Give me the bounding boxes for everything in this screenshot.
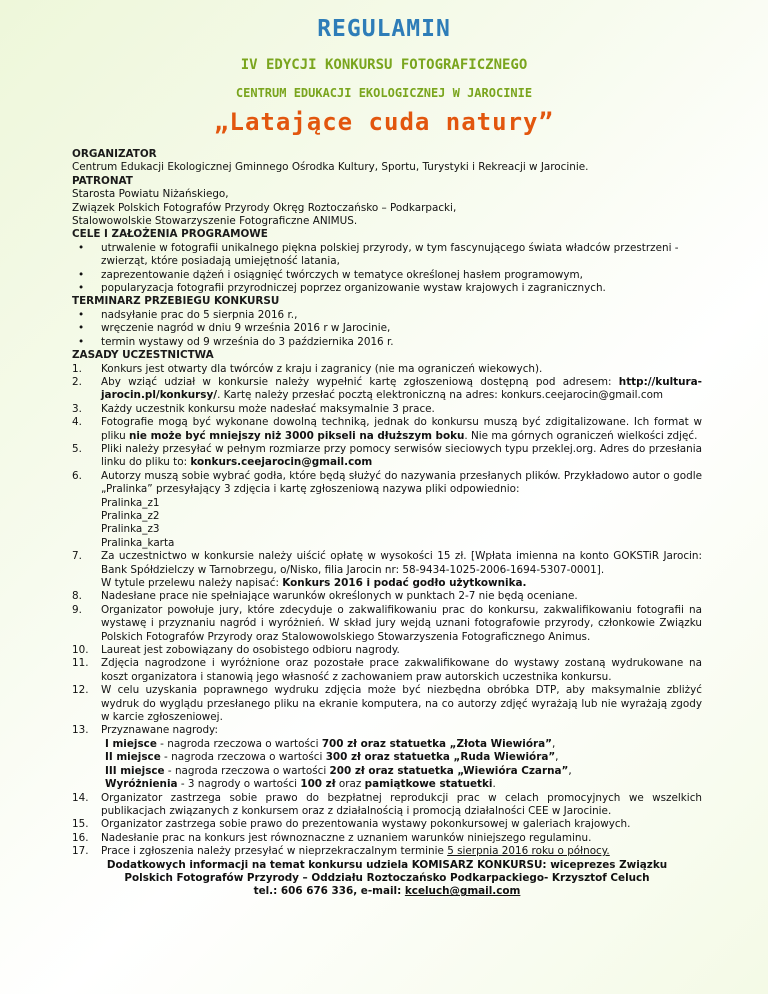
prize-line: II miejsce - nagroda rzeczowa o wartości 300 zł oraz statuetka „Ruda Wiewióra”, — [105, 751, 559, 764]
rule-item: 14. Organizator zastrzega sobie prawo do bezpłatnej reprodukcji prac w celach promocyjnych we wszelkich publikacjach związanych z konkursem oraz z działalnością i promocją działalności CEE w Jarocinie. — [72, 791, 702, 817]
organizer-text: Centrum Edukacji Ekologicznej Gminnego Ośrodka Kultury, Sportu, Turystyki i Rekreacji w Jarocinie. — [72, 161, 589, 174]
patron-line: Związek Polskich Fotografów Przyrody Okręg Roztoczańsko – Podkarpacki, — [72, 201, 457, 214]
deadline: 5 sierpnia 2016 roku o północy. — [447, 845, 610, 858]
schedule-item: • wręczenie nagród w dniu 9 września 2016 r w Jarocinie, — [78, 322, 391, 335]
rule-item: 4. Fotografie mogą być wykonane dowolną techniką, jednak do konkursu muszą być zdigitalizowane. Ich format w pliku nie może być mniejszy niż 3000 pikseli na dłuższym boku. Nie ma górnych ograniczeń wielkości zdjęć. — [72, 416, 702, 442]
section-heading-goals: CELE I ZAŁOŻENIA PROGRAMOWE — [72, 228, 268, 241]
example-filename: Pralinka_z2 — [101, 509, 160, 522]
contact-email[interactable]: kceluch@gmail.com — [404, 885, 521, 898]
rule-item: 16. Nadesłanie prac na konkurs jest równoznaczne z uznaniem warunków niniejszego regulaminu. — [72, 831, 592, 844]
goal-item: • popularyzacja fotografii przyrodniczej poprzez organizowanie wystaw krajowych i zagranicznych. — [78, 282, 606, 295]
contest-email[interactable]: konkurs.ceejarocin@gmail.com — [190, 456, 373, 469]
rule-item: 7. Za uczestnictwo w konkursie należy uiścić opłatę w wysokości 15 zł. [Wpłata imienna na konto GOKSTiR Jarocin: Bank Spółdzielczy w Tarnobrzegu, o/Nisko, filia Jarocin nr: 58-9434-1025-2006-1694-5307-0001]. W tytule przelewu należy napisać: Konkurs 2016 i podać godło użytkownika. — [72, 550, 702, 589]
section-heading-patronage: PATRONAT — [72, 174, 133, 187]
patron-line: Starosta Powiatu Niżańskiego, — [72, 188, 229, 201]
goal-item: • utrwalenie w fotografii unikalnego piękna polskiej przyrody, w tym fascynującego świata władców przestrzeni - zwierząt, które posiadają umiejętność latania, — [78, 241, 679, 268]
rule-item: 8. Nadesłane prace nie spełniające warunków określonych w punktach 2-7 nie będą oceniane. — [72, 590, 578, 603]
contact-info: Dodatkowych informacji na temat konkursu udziela KOMISARZ KONKURSU: wiceprezes Związku Polskich Fotografów Przyrody – Oddziału Roztoczańsko Podkarpackiego- Krzysztof Celuch tel.: 606 676 336, e-mail: kceluch@gmail.com — [72, 859, 702, 899]
prize-line: Wyróżnienia - 3 nagrody o wartości 100 zł oraz pamiątkowe statuetki. — [105, 778, 496, 791]
rule-item: 17. Prace i zgłoszenia należy przesyłać w nieprzekraczalnym terminie 5 sierpnia 2016 roku o północy. — [72, 845, 610, 858]
rule-item: 1. Konkurs jest otwarty dla twórców z kraju i zagranicy (nie ma ograniczeń wiekowych). — [72, 362, 543, 375]
rule-item: 6. Autorzy muszą sobie wybrać godła, które będą służyć do nazywania przesłanych plików. Przykładowo autor o godle „Pralinka” przesyłający 3 zdjęcia i kartę zgłoszeniową nazywa pliki odpowiednio: Pralinka_z1 Pralinka_z2 Pralinka_z3 Pralinka_karta — [72, 469, 702, 549]
schedule-item: • nadsyłanie prac do 5 sierpnia 2016 r., — [78, 308, 298, 321]
organizer-center: CENTRUM EDUKACJI EKOLOGICZNEJ W JAROCINIE — [235, 86, 533, 100]
rule-item: 12. W celu uzyskania poprawnego wydruku zdjęcia może być niezbędna obróbka DTP, aby maksymalnie zbliżyć wydruk do wyglądu przesłanego pliku na ekranie komputera, na co autorzy zdjęć wyrażają lub nie wyrażają zgody w karcie zgłoszeniowej. — [72, 684, 702, 724]
rule-item: 2. Aby wziąć udział w konkursie należy wypełnić kartę zgłoszeniową dostępną pod adresem: http://kultura-jarocin.pl/konkursy/. Kartę należy przesłać pocztą elektroniczną na adres: konkurs.ceejarocin@gmail.com — [72, 375, 702, 402]
example-filename: Pralinka_z1 — [101, 496, 160, 509]
rule-item: 3. Każdy uczestnik konkursu może nadesłać maksymalnie 3 prace. — [72, 402, 435, 415]
commissioner-info: Dodatkowych informacji na temat konkursu udziela KOMISARZ KONKURSU: wiceprezes Związku Polskich Fotografów Przyrody – Oddziału Roztoczańsko Podkarpackiego- Krzysztof Celuch — [106, 858, 668, 884]
bullet-icon: • — [78, 335, 85, 348]
example-filename: Pralinka_z3 — [101, 523, 160, 536]
rule-item: 11. Zdjęcia nagrodzone i wyróżnione oraz pozostałe prace zakwalifikowane do wystawy zostaną wydrukowane na koszt organizatora i stanowią jego własność z zachowaniem praw autorskich uczestnika konkursu. — [72, 657, 702, 683]
prize-line: III miejsce - nagroda rzeczowa o wartości 200 zł oraz statuetka „Wiewióra Czarna”, — [105, 764, 572, 777]
prize-line: I miejsce - nagroda rzeczowa o wartości 700 zł oraz statuetka „Złota Wiewióra”, — [105, 737, 556, 750]
bullet-icon: • — [78, 282, 85, 295]
section-heading-schedule: TERMINARZ PRZEBIEGU KONKURSU — [72, 295, 280, 308]
rule-item: 13. Przyznawane nagrody: — [72, 724, 218, 737]
schedule-item: • termin wystawy od 9 września do 3 października 2016 r. — [78, 335, 394, 348]
contest-edition: IV EDYCJI KONKURSU FOTOGRAFICZNEGO — [240, 57, 528, 73]
patron-line: Stalowowolskie Stowarzyszenie Fotograficzne ANIMUS. — [72, 215, 358, 228]
example-filename: Pralinka_karta — [101, 536, 175, 549]
form-link[interactable]: http://kultura-jarocin.pl/konkursy/ — [101, 375, 702, 402]
rule-item: 9. Organizator powołuje jury, które zdecyduje o zakwalifikowaniu prac do konkursu, zakwalifikowaniu fotografii na wystawę i przyznaniu nagród i wyróżnień. W skład jury wejdą uznani fotografowie przyrody, członkowie Związku Polskich Fotografów Przyrody oraz Stalowowolskiego Stowarzyszenia Fotograficznego Animus. — [72, 603, 702, 643]
bullet-icon: • — [78, 241, 85, 254]
rule-item: 5. Pliki należy przesyłać w pełnym rozmiarze przy pomocy serwisów sieciowych typu przeklej.org. Adres do przesłania linku do pliku to: konkurs.ceejarocin@gmail.com — [72, 442, 702, 469]
rule-item: 15. Organizator zastrzega sobie prawo do prezentowania wystawy pokonkursowej w galeriach krajowych. — [72, 818, 631, 831]
goal-item: • zaprezentowanie dążeń i osiągnięć twórczych w tematyce określonej hasłem programowym, — [78, 268, 583, 281]
bullet-icon: • — [78, 268, 85, 281]
bullet-icon: • — [78, 308, 85, 321]
contest-motto: „Latające cuda natury” — [214, 108, 554, 136]
bullet-icon: • — [78, 322, 85, 335]
document-title: REGULAMIN — [317, 16, 451, 42]
section-heading-rules: ZASADY UCZESTNICTWA — [72, 349, 214, 362]
rule-item: 10. Laureat jest zobowiązany do osobistego odbioru nagrody. — [72, 644, 400, 657]
regulations-body — [72, 148, 702, 899]
section-heading-organizer: ORGANIZATOR — [72, 148, 157, 160]
